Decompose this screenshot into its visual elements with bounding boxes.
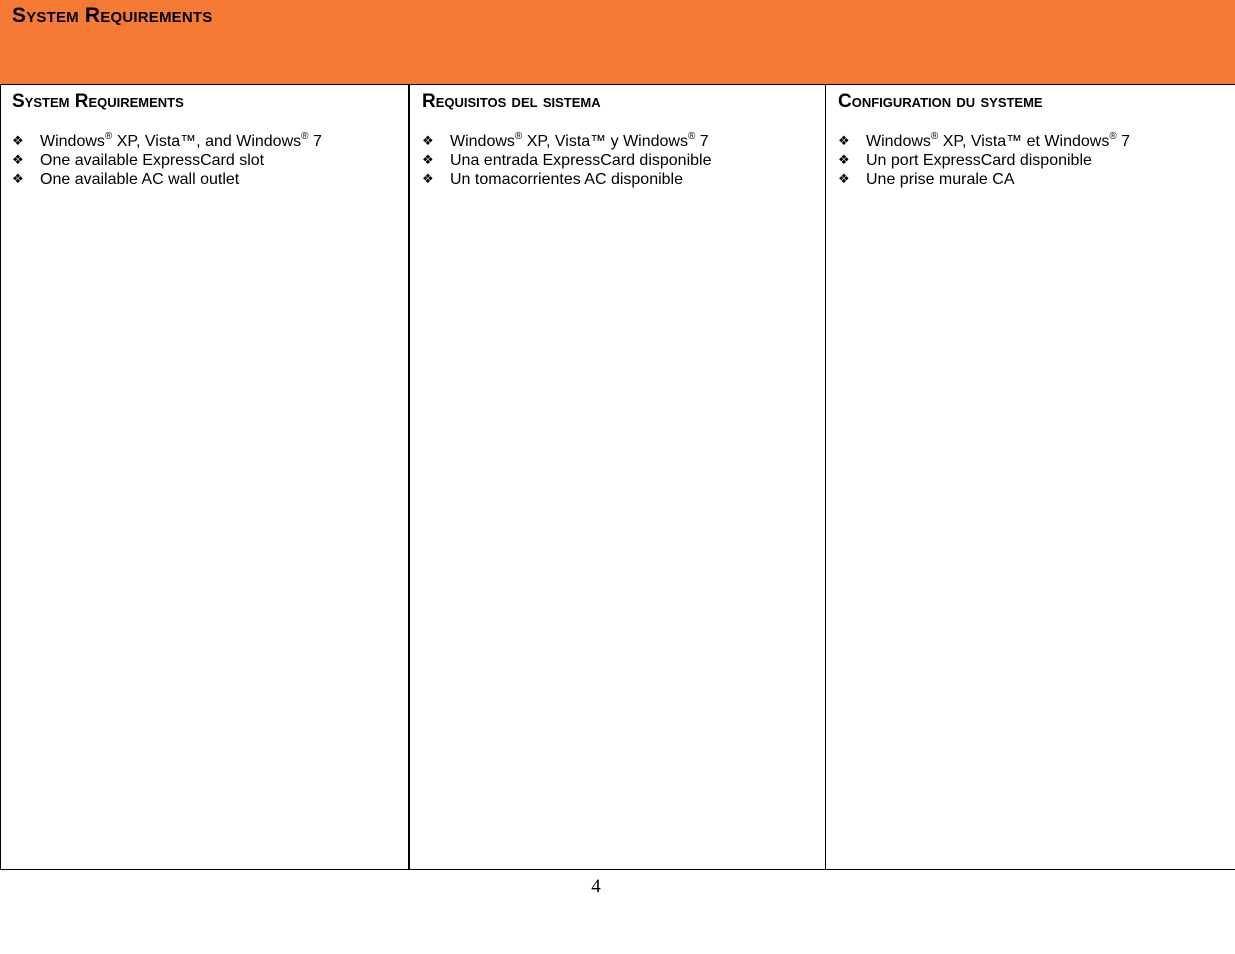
requirements-list bbox=[12, 132, 322, 189]
diamond-bullet-icon: ❖ bbox=[12, 134, 24, 149]
page-title: System Requirements bbox=[12, 4, 213, 27]
diamond-bullet-icon: ❖ bbox=[838, 172, 850, 187]
diamond-bullet-icon: ❖ bbox=[12, 172, 24, 187]
list-item: ❖ One available ExpressCard slot bbox=[12, 152, 265, 169]
diamond-bullet-icon: ❖ bbox=[422, 153, 434, 168]
diamond-bullet-icon: ❖ bbox=[12, 153, 24, 168]
column-heading: Configuration du systeme bbox=[838, 91, 1043, 112]
list-item: ❖ Una entrada ExpressCard disponible bbox=[422, 152, 712, 169]
list-item: ❖ Un port ExpressCard disponible bbox=[838, 152, 1092, 169]
diamond-bullet-icon: ❖ bbox=[422, 172, 434, 187]
header-banner bbox=[0, 0, 1235, 84]
list-item: ❖ Windows® XP, Vista™ et Windows® 7 bbox=[838, 130, 1131, 150]
list-item: ❖ Windows® XP, Vista™ y Windows® 7 bbox=[422, 130, 709, 150]
requirements-list bbox=[838, 132, 1130, 189]
column-english bbox=[0, 85, 410, 869]
diamond-bullet-icon: ❖ bbox=[422, 134, 434, 149]
requirements-table bbox=[0, 84, 1235, 870]
list-item: ❖ Windows® XP, Vista™, and Windows® 7 bbox=[12, 130, 322, 150]
page-number: 4 bbox=[591, 876, 601, 897]
list-item: ❖ Un tomacorrientes AC disponible bbox=[422, 171, 684, 188]
requirements-list bbox=[422, 132, 711, 189]
column-heading: Requisitos del sistema bbox=[422, 91, 601, 112]
list-item: ❖ One available AC wall outlet bbox=[12, 171, 240, 188]
list-item: ❖ Une prise murale CA bbox=[838, 171, 1015, 188]
column-heading: System Requirements bbox=[12, 91, 184, 112]
diamond-bullet-icon: ❖ bbox=[838, 153, 850, 168]
diamond-bullet-icon: ❖ bbox=[838, 134, 850, 149]
column-spanish bbox=[410, 85, 826, 869]
column-french bbox=[826, 85, 1235, 869]
